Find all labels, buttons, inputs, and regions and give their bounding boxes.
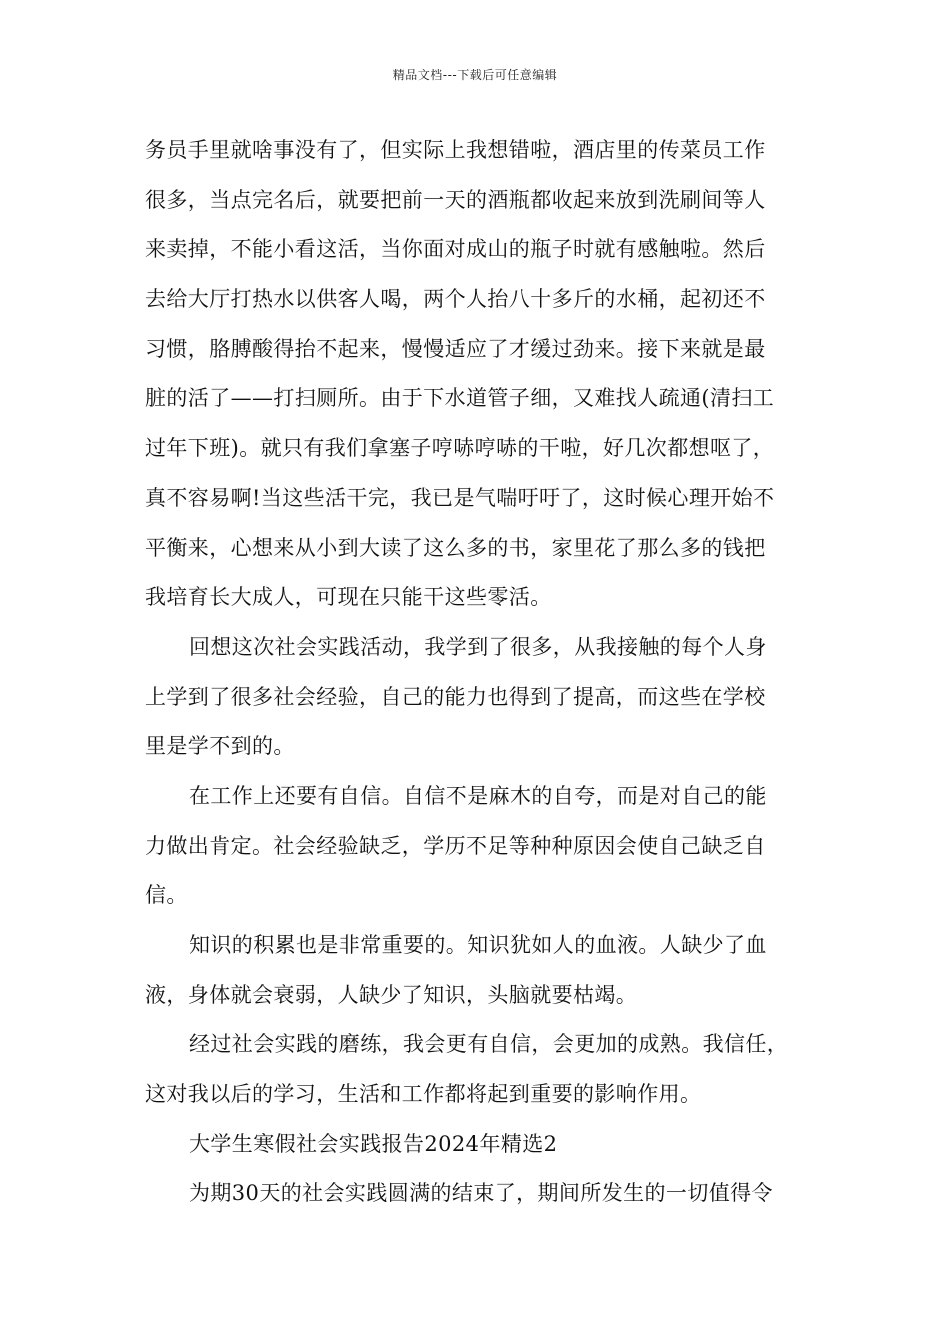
text-line: 液，身体就会衰弱，人缺少了知识，头脑就要枯竭。 bbox=[145, 982, 638, 1007]
text-line: 平衡来，心想来从小到大读了这么多的书，家里花了那么多的钱把 bbox=[145, 535, 766, 560]
text-line: 大学生寒假社会实践报告2024年精选2 bbox=[189, 1131, 558, 1156]
text-line: 过年下班)。就只有我们拿塞子哼哧哼哧的干啦，好几次都想呕了， bbox=[145, 436, 775, 461]
text-line: 习惯，胳膊酸得抬不起来，慢慢适应了才缓过劲来。接下来就是最 bbox=[145, 336, 766, 361]
text-line: 真不容易啊!当这些活干完，我已是气喘吁吁了，这时候心理开始不 bbox=[145, 485, 775, 510]
text-line: 为期30天的社会实践圆满的结束了，期间所发生的一切值得令 bbox=[189, 1181, 773, 1206]
text-line: 知识的积累也是非常重要的。知识犹如人的血液。人缺少了血 bbox=[189, 933, 767, 957]
text-line: 里是学不到的。 bbox=[145, 734, 295, 759]
text-line: 务员手里就啥事没有了，但实际上我想错啦，酒店里的传菜员工作 bbox=[145, 138, 766, 162]
text-line: 回想这次社会实践活动，我学到了很多，从我接触的每个人身 bbox=[189, 634, 767, 659]
document-body bbox=[145, 126, 810, 1219]
text-line: 很多，当点完名后，就要把前一天的酒瓶都收起来放到洗刷间等人 bbox=[145, 187, 766, 212]
text-line: 脏的活了——打扫厕所。由于下水道管子细，又难找人疏通(清扫工 bbox=[145, 386, 775, 411]
text-line: 我培育长大成人，可现在只能干这些零活。 bbox=[145, 585, 552, 610]
page-header: 精品文档---下载后可任意编辑 bbox=[392, 68, 558, 82]
text-line: 上学到了很多社会经验，自己的能力也得到了提高，而这些在学校 bbox=[145, 684, 766, 709]
text-line: 信。 bbox=[145, 883, 188, 908]
text-line: 来卖掉，不能小看这活，当你面对成山的瓶子时就有感触啦。然后 bbox=[145, 237, 766, 262]
text-line: 在工作上还要有自信。自信不是麻木的自夸，而是对自己的能 bbox=[189, 783, 767, 808]
text-line: 经过社会实践的磨练，我会更有自信，会更加的成熟。我信任， bbox=[189, 1032, 789, 1057]
text-line: 去给大厅打热水以供客人喝，两个人抬八十多斤的水桶，起初还不 bbox=[145, 287, 766, 312]
text-line: 力做出肯定。社会经验缺乏，学历不足等种种原因会使自己缺乏自 bbox=[145, 833, 766, 858]
text-line: 这对我以后的学习，生活和工作都将起到重要的影响作用。 bbox=[145, 1082, 702, 1107]
